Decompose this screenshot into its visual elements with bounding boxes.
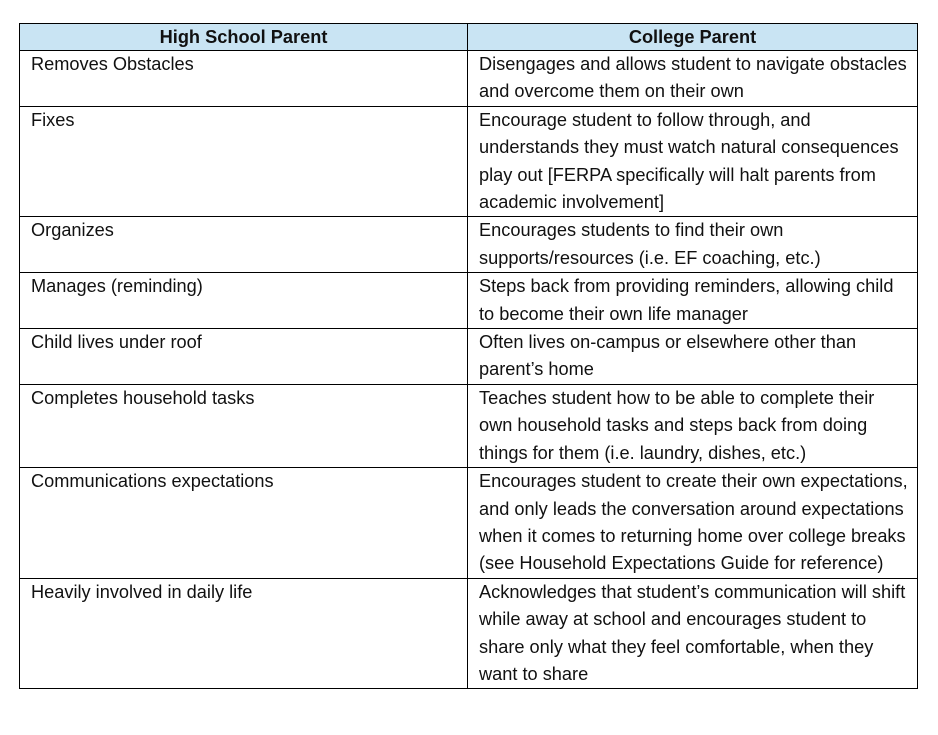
college-cell: Often lives on-campus or elsewhere other than parent’s home <box>468 329 918 385</box>
high-school-cell: Manages (reminding) <box>20 273 468 329</box>
college-cell: Acknowledges that student’s communication will shift while away at school and encourages student to share only what they feel comfortable, when they want to share <box>468 578 918 689</box>
high-school-cell: Completes household tasks <box>20 384 468 467</box>
high-school-cell: Fixes <box>20 106 468 217</box>
table-row <box>20 468 918 579</box>
high-school-cell: Heavily involved in daily life <box>20 578 468 689</box>
high-school-cell: Child lives under roof <box>20 329 468 385</box>
table-header-row <box>20 24 918 51</box>
college-cell: Encourages student to create their own expectations, and only leads the conversation around expectations when it comes to returning home over college breaks (see Household Expectations Guide for reference) <box>468 468 918 579</box>
comparison-table-container <box>19 23 917 689</box>
college-cell: Teaches student how to be able to complete their own household tasks and steps back from doing things for them (i.e. laundry, dishes, etc.) <box>468 384 918 467</box>
high-school-cell: Communications expectations <box>20 468 468 579</box>
college-cell: Disengages and allows student to navigate obstacles and overcome them on their own <box>468 51 918 107</box>
college-cell: Encourages students to find their own supports/resources (i.e. EF coaching, etc.) <box>468 217 918 273</box>
table-row <box>20 329 918 385</box>
college-cell: Steps back from providing reminders, allowing child to become their own life manager <box>468 273 918 329</box>
high-school-cell: Organizes <box>20 217 468 273</box>
table-row <box>20 51 918 107</box>
table-row <box>20 384 918 467</box>
table-row <box>20 273 918 329</box>
college-cell: Encourage student to follow through, and understands they must watch natural consequences play out [FERPA specifically will halt parents from academic involvement] <box>468 106 918 217</box>
table-row <box>20 217 918 273</box>
parent-comparison-table <box>19 23 918 689</box>
header-high-school-parent: High School Parent <box>20 24 468 51</box>
high-school-cell: Removes Obstacles <box>20 51 468 107</box>
header-college-parent: College Parent <box>468 24 918 51</box>
table-row <box>20 578 918 689</box>
table-row <box>20 106 918 217</box>
